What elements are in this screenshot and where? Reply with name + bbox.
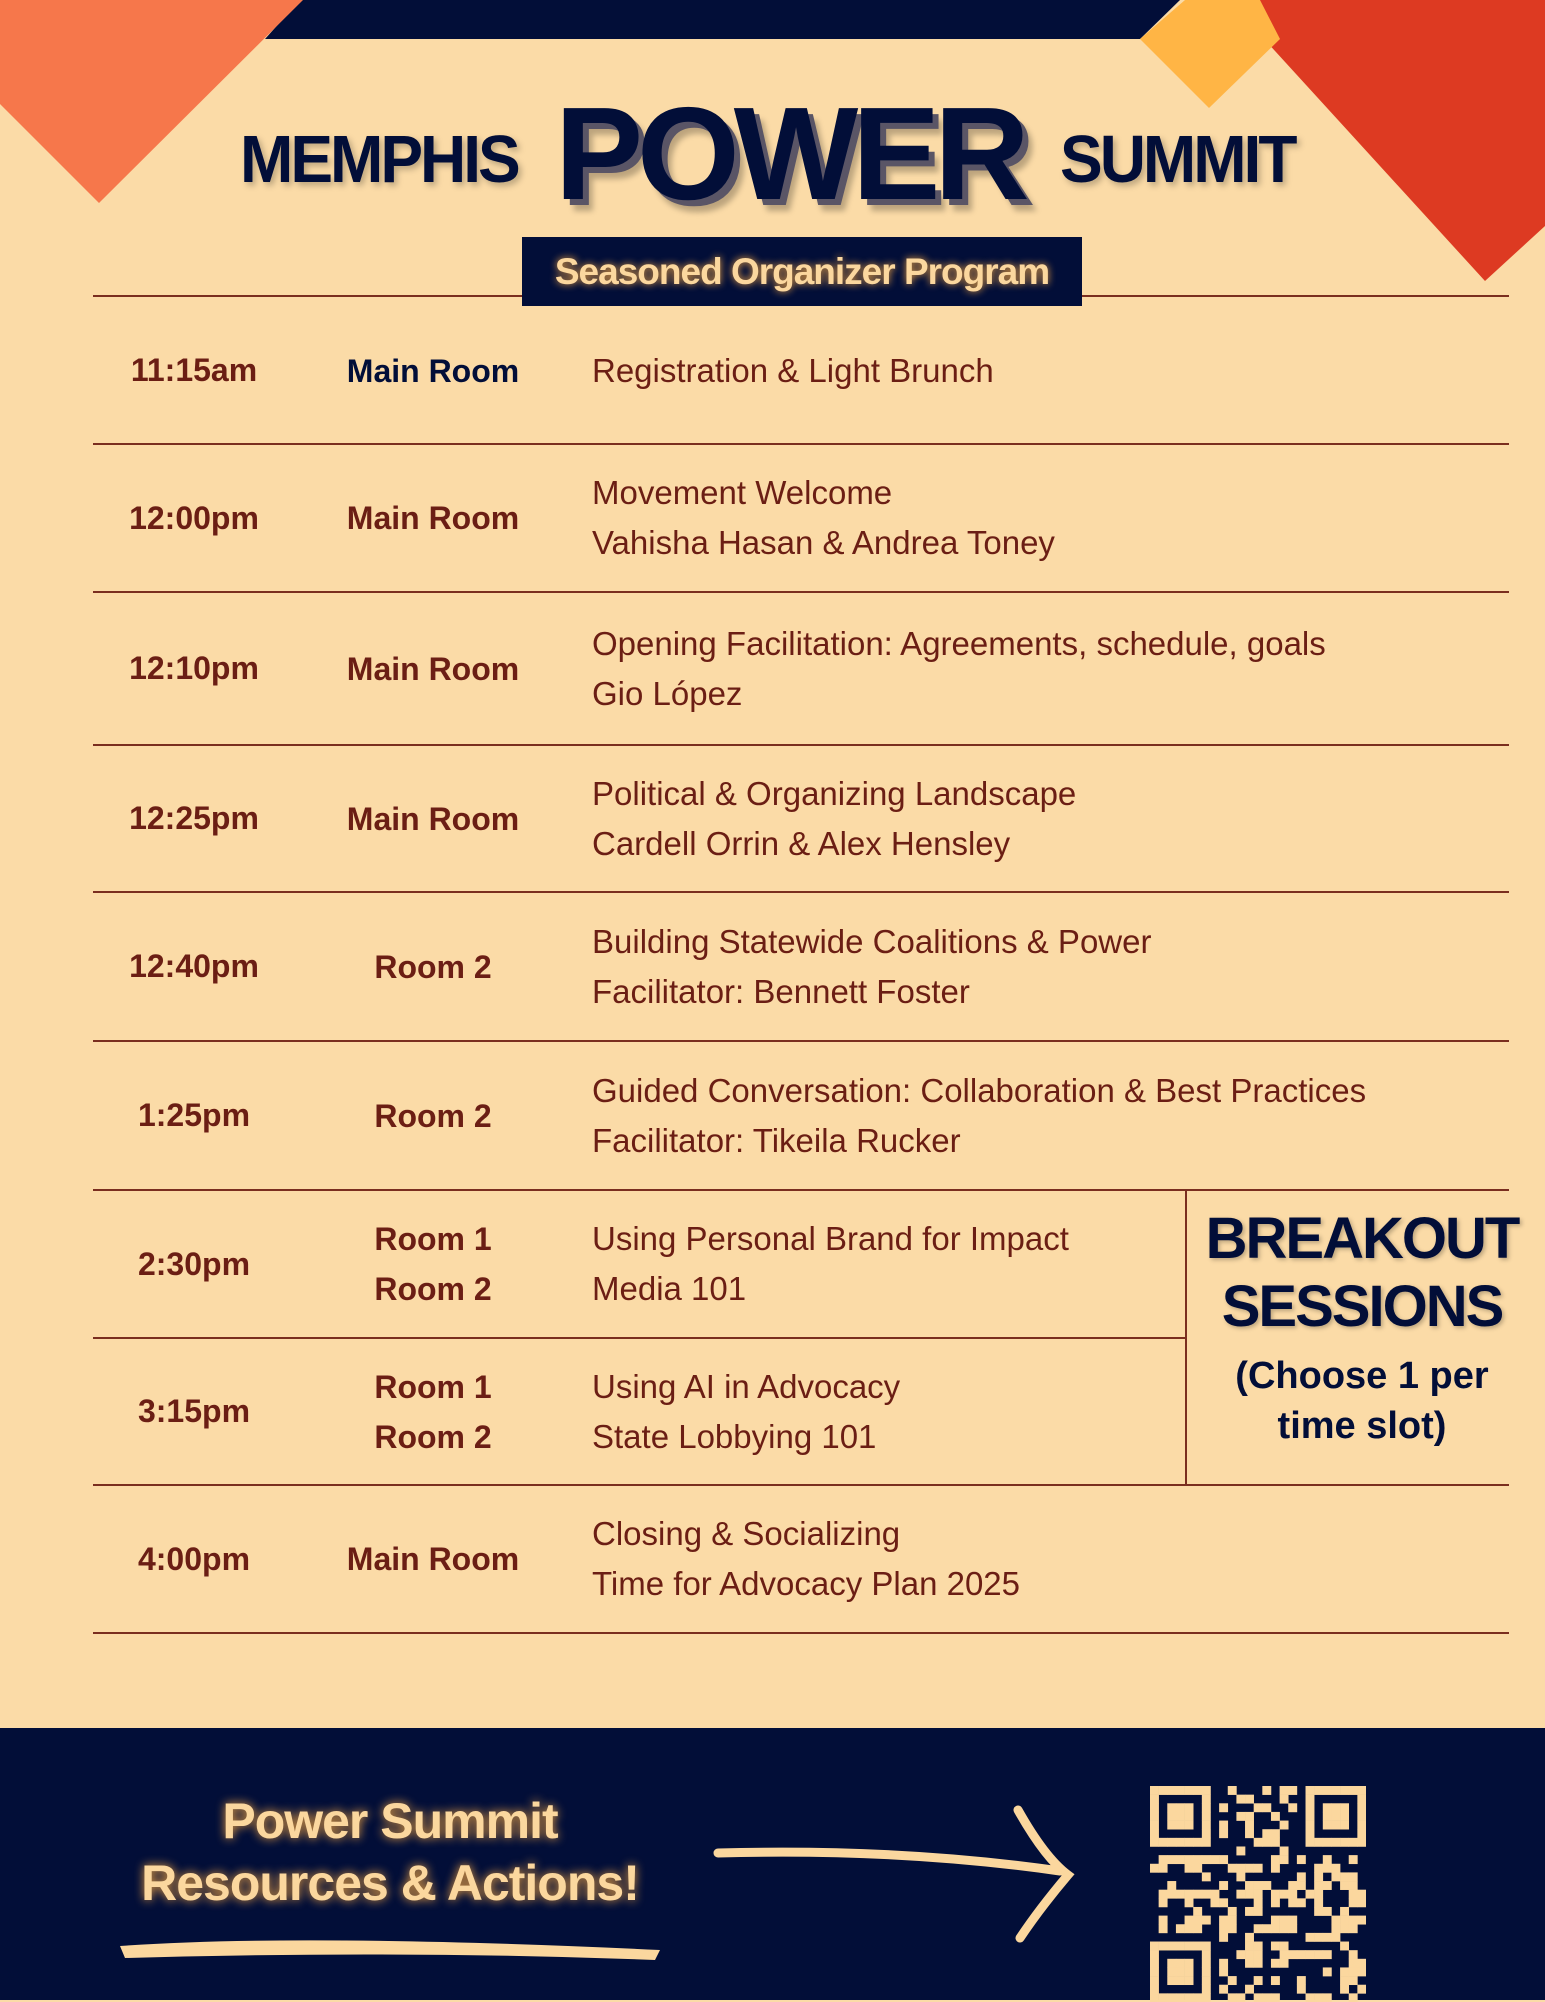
arrow-icon	[718, 1810, 1068, 1938]
schedule-row	[93, 1042, 1509, 1189]
session-time: 12:40pm	[129, 948, 259, 984]
schedule-row	[93, 1486, 1509, 1632]
title-memphis: MEMPHIS	[240, 121, 518, 197]
session-description	[571, 917, 1151, 1017]
divider	[93, 1632, 1509, 1634]
session-time: 3:15pm	[137, 1393, 251, 1429]
session-description	[571, 1066, 1366, 1166]
session-time: 2:30pm	[137, 1245, 251, 1282]
session-time: 1:25pm	[137, 1097, 251, 1133]
cta-line-2: Resources & Actions!	[141, 1855, 639, 1911]
underline-stroke	[120, 1940, 660, 1960]
session-room	[295, 1214, 571, 1314]
session-detail: Time for Advocacy Plan 2025	[592, 1565, 1021, 1602]
session-title: Movement Welcome	[592, 474, 893, 511]
session-description	[571, 1509, 1020, 1609]
footer	[0, 1728, 1545, 2000]
session-time: 12:00pm	[129, 499, 259, 536]
session-detail: Vahisha Hasan & Andrea Toney	[592, 524, 1055, 561]
session-title: Using Personal Brand for Impact	[592, 1220, 1069, 1257]
session-room	[295, 942, 571, 992]
breakout-note-1: (Choose 1 per	[1235, 1355, 1489, 1397]
schedule-row	[93, 893, 1509, 1040]
session-detail: Gio López	[592, 674, 743, 712]
session-time: 12:10pm	[129, 650, 259, 686]
title-power: POWER	[555, 80, 1024, 227]
session-detail: Facilitator: Tikeila Rucker	[592, 1121, 961, 1159]
breakout-title-2: SESSIONS	[1221, 1274, 1503, 1339]
program-badge: Seasoned Organizer Program	[522, 237, 1082, 306]
session-time: 11:15am	[130, 352, 258, 388]
session-title: Guided Conversation: Collaboration & Best Practices	[592, 1071, 1367, 1109]
session-room	[295, 493, 571, 543]
session-title: Closing & Socializing	[592, 1515, 901, 1552]
room-name: Room 2	[374, 948, 492, 985]
session-description	[571, 769, 1076, 869]
session-title: Registration & Light Brunch	[592, 351, 994, 389]
room-name: Main Room	[346, 650, 520, 687]
session-description	[571, 1214, 1069, 1314]
session-description	[571, 1362, 900, 1462]
breakout-note-2: time slot)	[1277, 1405, 1447, 1447]
session-room	[295, 1362, 571, 1462]
session-title: Building Statewide Coalitions & Power	[592, 922, 1152, 960]
room-name: Room 2	[374, 1271, 492, 1307]
session-title: Using AI in Advocacy	[592, 1367, 901, 1405]
session-room	[295, 1091, 571, 1141]
room-name: Main Room	[346, 800, 520, 837]
room-name: Room 2	[374, 1097, 492, 1134]
cta-line-1: Power Summit	[222, 1793, 558, 1849]
room-name: Main Room	[346, 1541, 520, 1577]
session-time: 12:25pm	[129, 800, 259, 836]
navy-top-bar	[265, 0, 1180, 39]
session-time: 4:00pm	[137, 1540, 251, 1577]
title-summit: SUMMIT	[1060, 121, 1295, 197]
schedule-row	[93, 746, 1509, 891]
session-room	[295, 1534, 571, 1584]
session-detail: Media 101	[592, 1270, 747, 1307]
session-detail: State Lobbying 101	[592, 1417, 877, 1455]
session-room	[295, 644, 571, 694]
room-name: Room 2	[374, 1418, 492, 1455]
session-description	[571, 346, 994, 396]
schedule-row	[93, 445, 1509, 591]
session-description	[571, 468, 1055, 568]
room-name: Main Room	[346, 352, 520, 389]
room-name: Room 1	[374, 1221, 492, 1257]
session-detail: Facilitator: Bennett Foster	[592, 972, 970, 1010]
session-detail: Cardell Orrin & Alex Hensley	[592, 824, 1011, 862]
schedule-row	[93, 593, 1509, 744]
session-room	[295, 346, 571, 396]
breakout-label	[1187, 1205, 1537, 1451]
session-title: Political & Organizing Landscape	[592, 774, 1077, 812]
session-room	[295, 794, 571, 844]
breakout-title-1: BREAKOUT	[1205, 1206, 1519, 1271]
session-description	[571, 619, 1326, 719]
qr-code[interactable]	[1150, 1786, 1366, 2002]
session-title: Opening Facilitation: Agreements, schedule, goals	[592, 624, 1326, 662]
schedule-row	[93, 298, 1509, 443]
room-name: Main Room	[346, 500, 520, 536]
room-name: Room 1	[374, 1368, 492, 1405]
